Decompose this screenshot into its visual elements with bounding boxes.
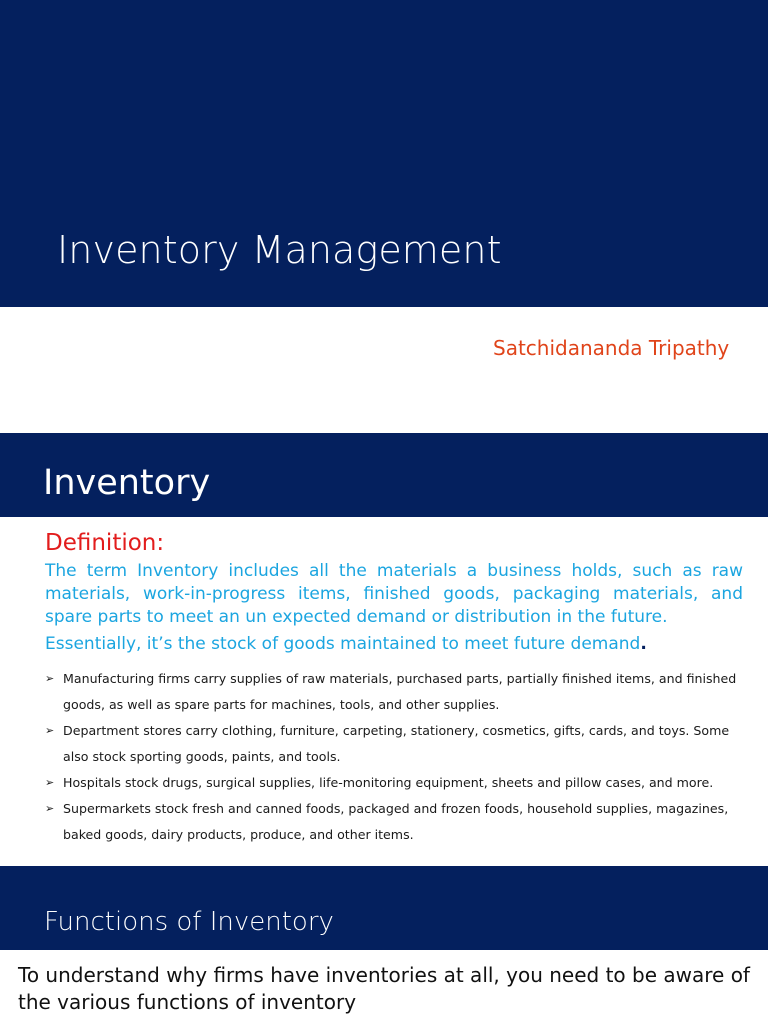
definition-summary-period: . xyxy=(640,634,647,654)
inventory-title: Inventory xyxy=(43,463,211,503)
list-item-text: Hospitals stock drugs, surgical supplies, life-monitoring equipment, sheets and pillow cases, and more. xyxy=(63,775,714,790)
arrow-bullet-icon: ➢ xyxy=(45,672,55,685)
definition-summary-text: Essentially, it’s the stock of goods maintained to meet future demand xyxy=(45,634,641,654)
arrow-bullet-icon: ➢ xyxy=(45,724,55,737)
list-item xyxy=(45,770,745,796)
functions-slide xyxy=(0,866,768,1024)
presentation-title: Inventory Management xyxy=(57,228,502,272)
author-name: Satchidananda Tripathy xyxy=(493,336,730,360)
arrow-bullet-icon: ➢ xyxy=(45,802,55,815)
list-item xyxy=(45,666,745,718)
list-item xyxy=(45,718,745,770)
functions-title: Functions of Inventory xyxy=(44,907,334,937)
definition-summary xyxy=(45,634,647,654)
definition-text: The term Inventory includes all the materials a business holds, such as raw materials, work-in-progress items, finished goods, packaging materials, and spare parts to meet an un expected demand or distribution in the future. xyxy=(45,561,743,627)
list-item-text: Manufacturing firms carry supplies of raw materials, purchased parts, partially finished items, and finished goods, as well as spare parts for machines, tools, and other supplies. xyxy=(63,671,737,712)
arrow-bullet-icon: ➢ xyxy=(45,776,55,789)
inventory-slide xyxy=(0,433,768,866)
inventory-bullet-list xyxy=(45,666,745,848)
list-item-text: Supermarkets stock fresh and canned foods, packaged and frozen foods, household supplies, magazines, baked goods, dairy products, produce, and other items. xyxy=(63,801,729,842)
list-item xyxy=(45,796,745,848)
definition-heading: Definition: xyxy=(45,530,165,556)
title-slide xyxy=(0,0,768,420)
list-item-text: Department stores carry clothing, furniture, carpeting, stationery, cosmetics, gifts, cards, and toys. Some also stock sporting goods, paints, and tools. xyxy=(63,723,730,764)
functions-body: To understand why firms have inventories at all, you need to be aware of the various functions of inventory xyxy=(18,963,750,1014)
